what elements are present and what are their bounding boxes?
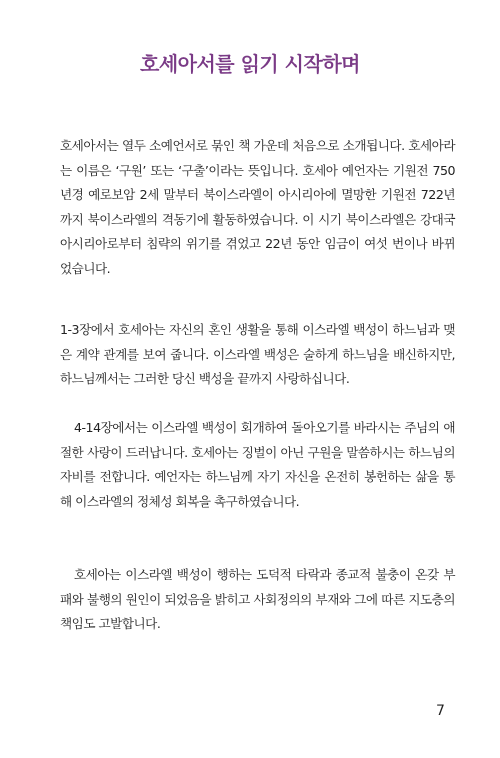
page-number: 7 [436,703,445,719]
paragraph-intro: 호세아서는 열두 소예언서로 묶인 책 가운데 처음으로 소개됩니다. 호세아라는 이름은 ‘구원’ 또는 ‘구출’이라는 뜻입니다. 호세아 예언자는 기원전 750년경 예로보암 2세 말부터 북이스라엘이 아시리아에 멸망한 기원전 722년까지 북이스라엘의 격동기에 활동하였습니다. 이 시기 북이스라엘은 강대국 아시리아로부터 침략의 위기를 겪었고 22년 동안 임금이 여섯 번이나 바뀌었습니다. [60,138,455,276]
paragraph-chapters-4-14: 4-14장에서는 이스라엘 백성이 회개하여 돌아오기를 바라시는 주님의 애절한 사랑이 드러납니다. 호세아는 징벌이 아닌 구원을 말씀하시는 하느님의 자비를 전합니다. 예언자는 하느님께 자기 자신을 온전히 봉헌하는 삶을 통해 이스라엘의 정체성 회복을 촉구하였습니다. [60,420,455,509]
paragraph-chapters-1-3: 1-3장에서 호세아는 자신의 혼인 생활을 통해 이스라엘 백성이 하느님과 맺은 계약 관계를 보여 줍니다. 이스라엘 백성은 술하게 하느님을 배신하지만, 하느님께서는 그러한 당신 백성을 끝까지 사랑하십니다. [60,322,455,386]
paragraph-conclusion: 호세아는 이스라엘 백성이 행하는 도덕적 타락과 종교적 불충이 온갖 부패와 불행의 원인이 되었음을 밝히고 사회정의의 부재와 그에 따른 지도층의 책임도 고발합니다. [60,567,455,631]
page-title: 호세아서를 읽기 시작하며 [140,52,360,76]
